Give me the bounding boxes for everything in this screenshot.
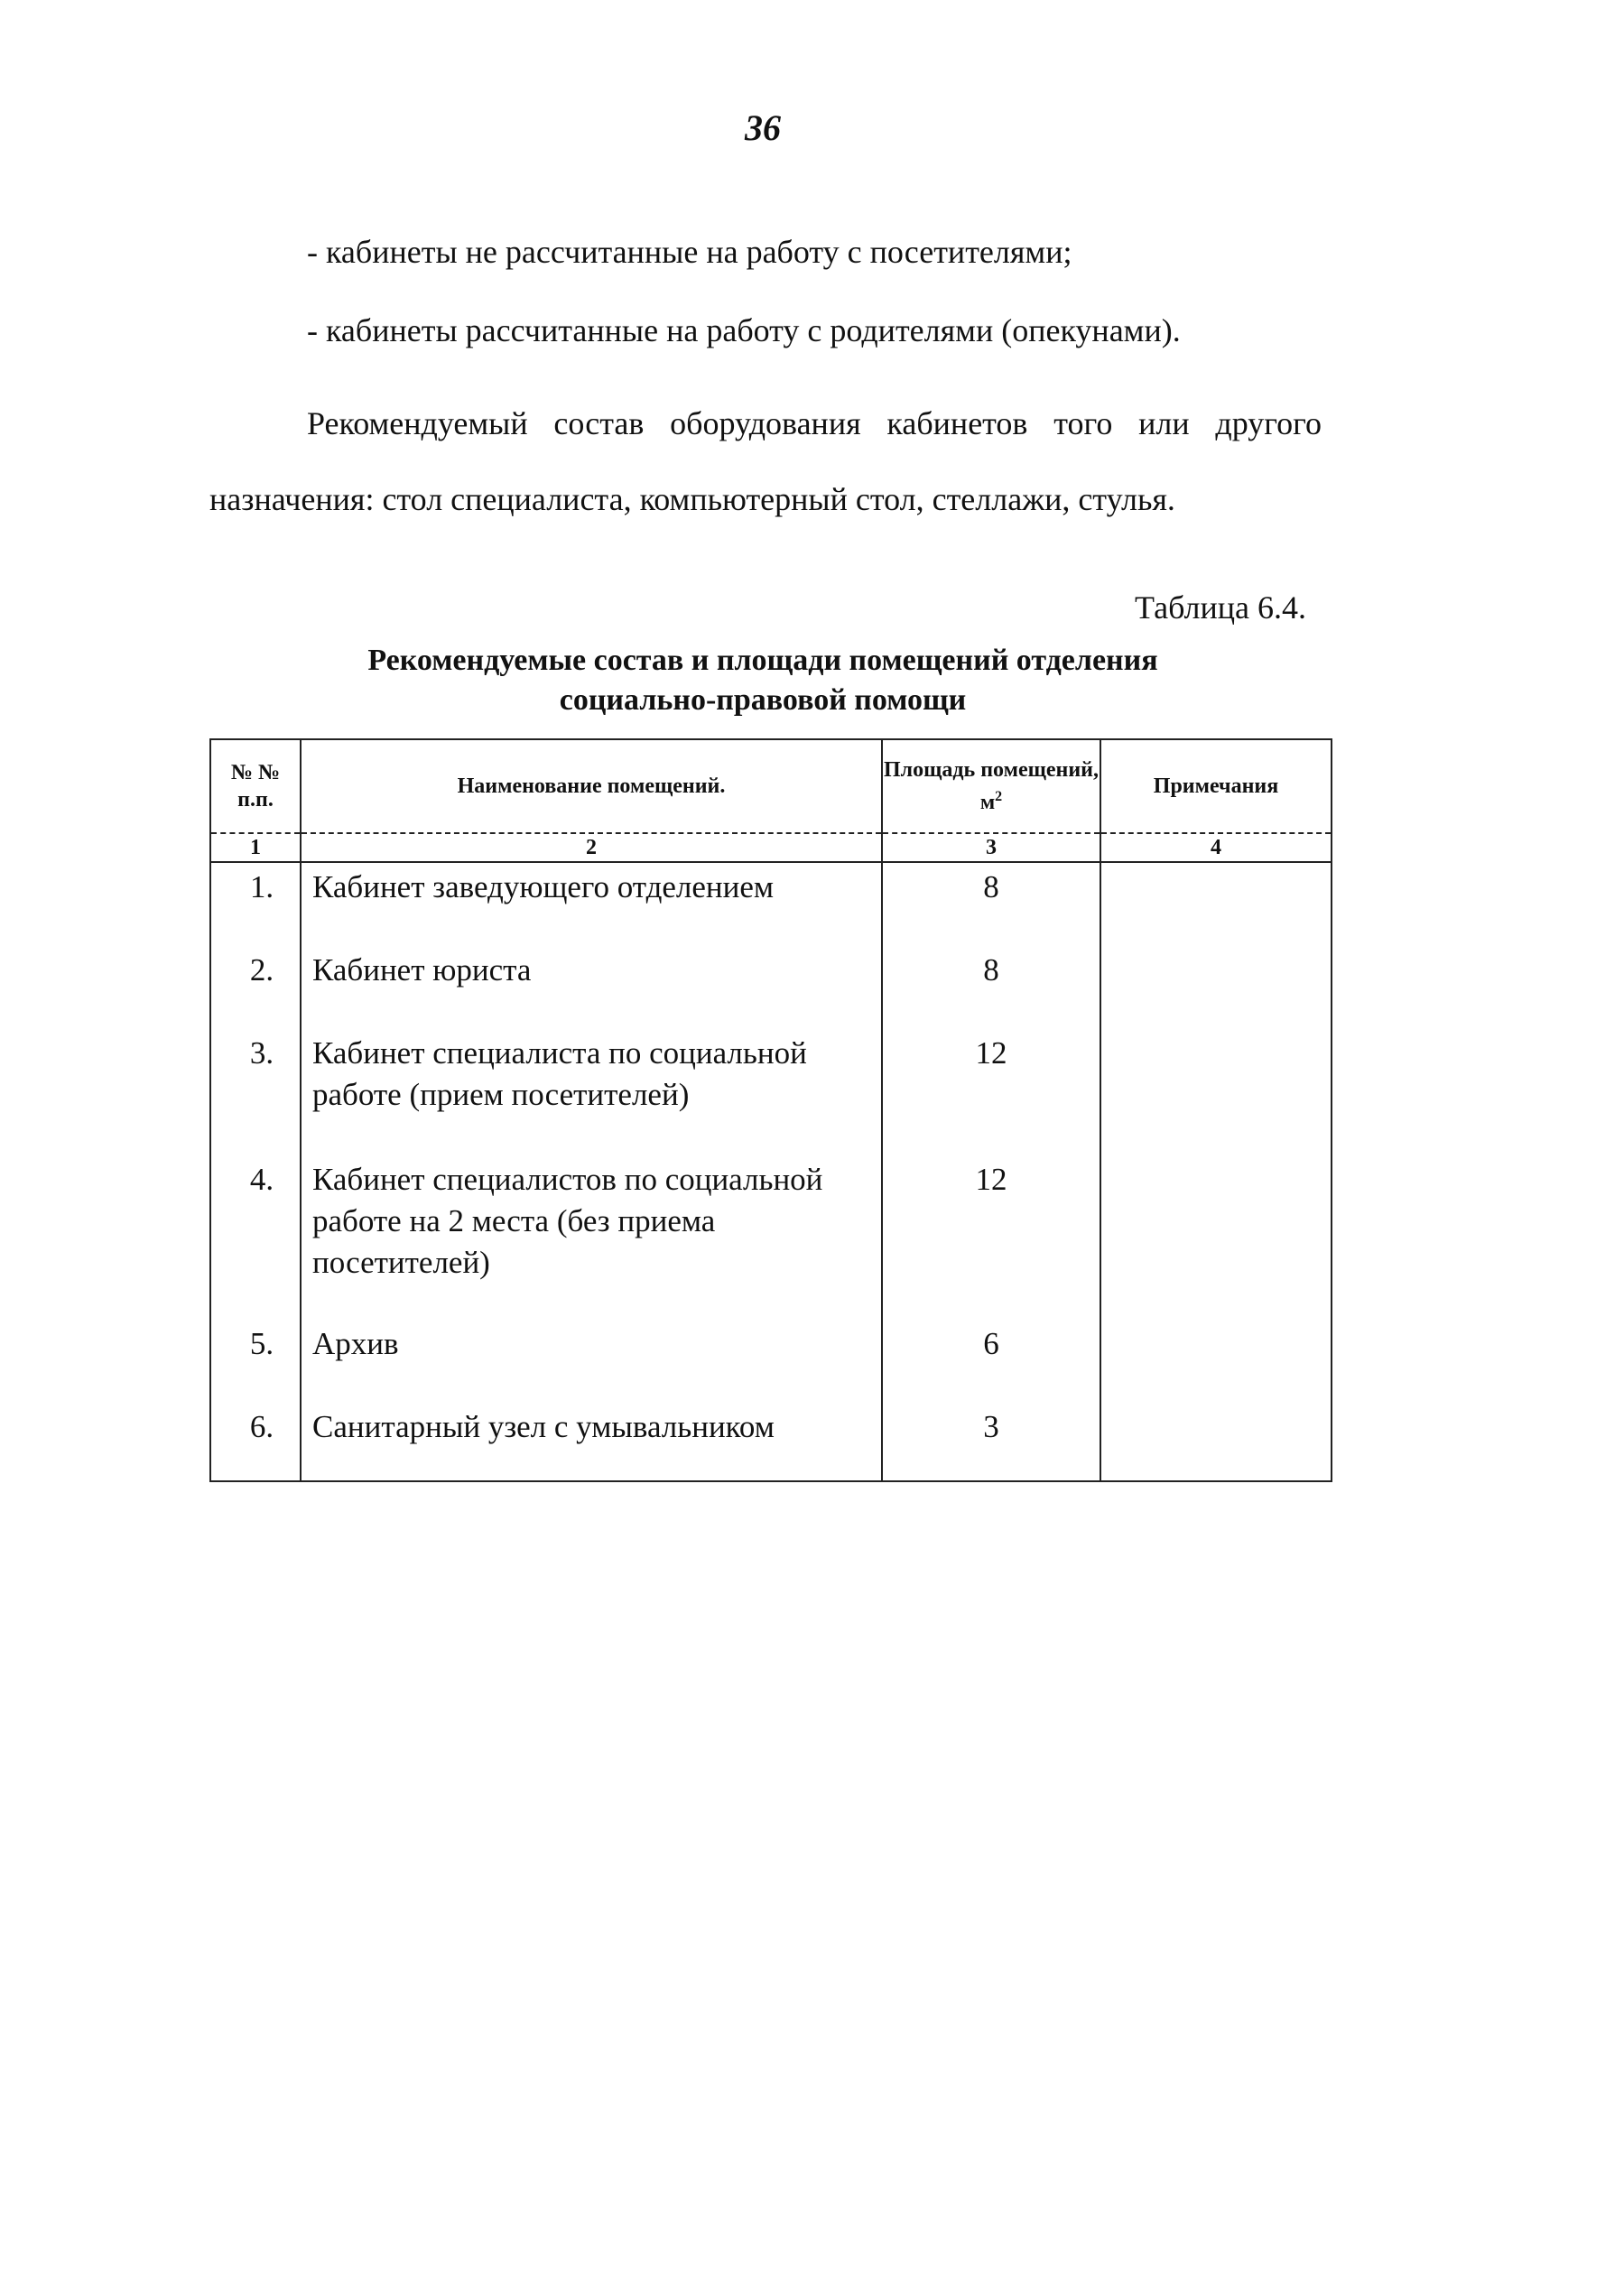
row-name xyxy=(301,946,882,1029)
header-area-text: Площадь помещений, м xyxy=(884,758,1099,814)
table-row xyxy=(210,1403,1332,1481)
header-num: № № п.п. xyxy=(210,739,301,833)
header-area-sup: 2 xyxy=(995,789,1003,804)
table-caption xyxy=(0,641,1526,720)
column-number: 4 xyxy=(1100,833,1332,862)
table-row xyxy=(210,862,1332,946)
column-number: 1 xyxy=(210,833,301,862)
row-name-text: Кабинет специалиста по социальной работе (прием посетителей) xyxy=(312,1035,807,1112)
header-area xyxy=(882,739,1100,833)
row-name-text: Кабинет заведующего отделением xyxy=(312,869,775,904)
row-name xyxy=(301,862,882,946)
row-num: 4. xyxy=(210,1155,301,1320)
row-area: 12 xyxy=(882,1029,1100,1155)
table-caption-line: социально-правовой помощи xyxy=(559,683,967,717)
row-num: 5. xyxy=(210,1320,301,1403)
row-num: 3. xyxy=(210,1029,301,1155)
row-area: 8 xyxy=(882,946,1100,1029)
table-caption-line: Рекомендуемые состав и площади помещений отделения xyxy=(367,644,1158,677)
row-name-text: Архив xyxy=(312,1326,399,1361)
row-note xyxy=(1100,946,1332,1029)
equipment-paragraph: Рекомендуемый состав оборудования кабинетов того или другого назначения: стол специалиста, компьютерный стол, стеллажи, стулья. xyxy=(209,405,1322,517)
header-name: Наименование помещений. xyxy=(301,739,882,833)
row-area: 6 xyxy=(882,1320,1100,1403)
row-area: 3 xyxy=(882,1403,1100,1481)
row-name xyxy=(301,1029,882,1155)
header-note: Примечания xyxy=(1100,739,1332,833)
row-name-text: Кабинет юриста xyxy=(312,952,532,988)
row-name-text: Санитарный узел с умывальником xyxy=(312,1409,775,1444)
row-name-text: Кабинет специалистов по социальной работе на 2 места (без приема посетителей) xyxy=(312,1162,823,1280)
row-note xyxy=(1100,862,1332,946)
row-note xyxy=(1100,1403,1332,1481)
row-area: 12 xyxy=(882,1155,1100,1320)
column-number-row xyxy=(210,833,1332,862)
rooms-table xyxy=(209,738,1332,1482)
row-num: 6. xyxy=(210,1403,301,1481)
table-row xyxy=(210,1320,1332,1403)
bullet-item: - кабинеты рассчитанные на работу с родителями (опекунами). xyxy=(307,312,1181,348)
row-num: 2. xyxy=(210,946,301,1029)
table-row xyxy=(210,946,1332,1029)
column-number: 2 xyxy=(301,833,882,862)
row-note xyxy=(1100,1029,1332,1155)
row-note xyxy=(1100,1155,1332,1320)
row-name xyxy=(301,1155,882,1320)
table-row xyxy=(210,1155,1332,1320)
bullet-item: - кабинеты не рассчитанные на работу с посетителями; xyxy=(307,234,1072,270)
row-num: 1. xyxy=(210,862,301,946)
row-name xyxy=(301,1403,882,1481)
row-note xyxy=(1100,1320,1332,1403)
table-label: Таблица 6.4. xyxy=(1135,589,1306,626)
row-area: 8 xyxy=(882,862,1100,946)
table-header-row xyxy=(210,739,1332,833)
column-number: 3 xyxy=(882,833,1100,862)
table-row xyxy=(210,1029,1332,1155)
row-name xyxy=(301,1320,882,1403)
page-number: 36 xyxy=(745,107,781,148)
